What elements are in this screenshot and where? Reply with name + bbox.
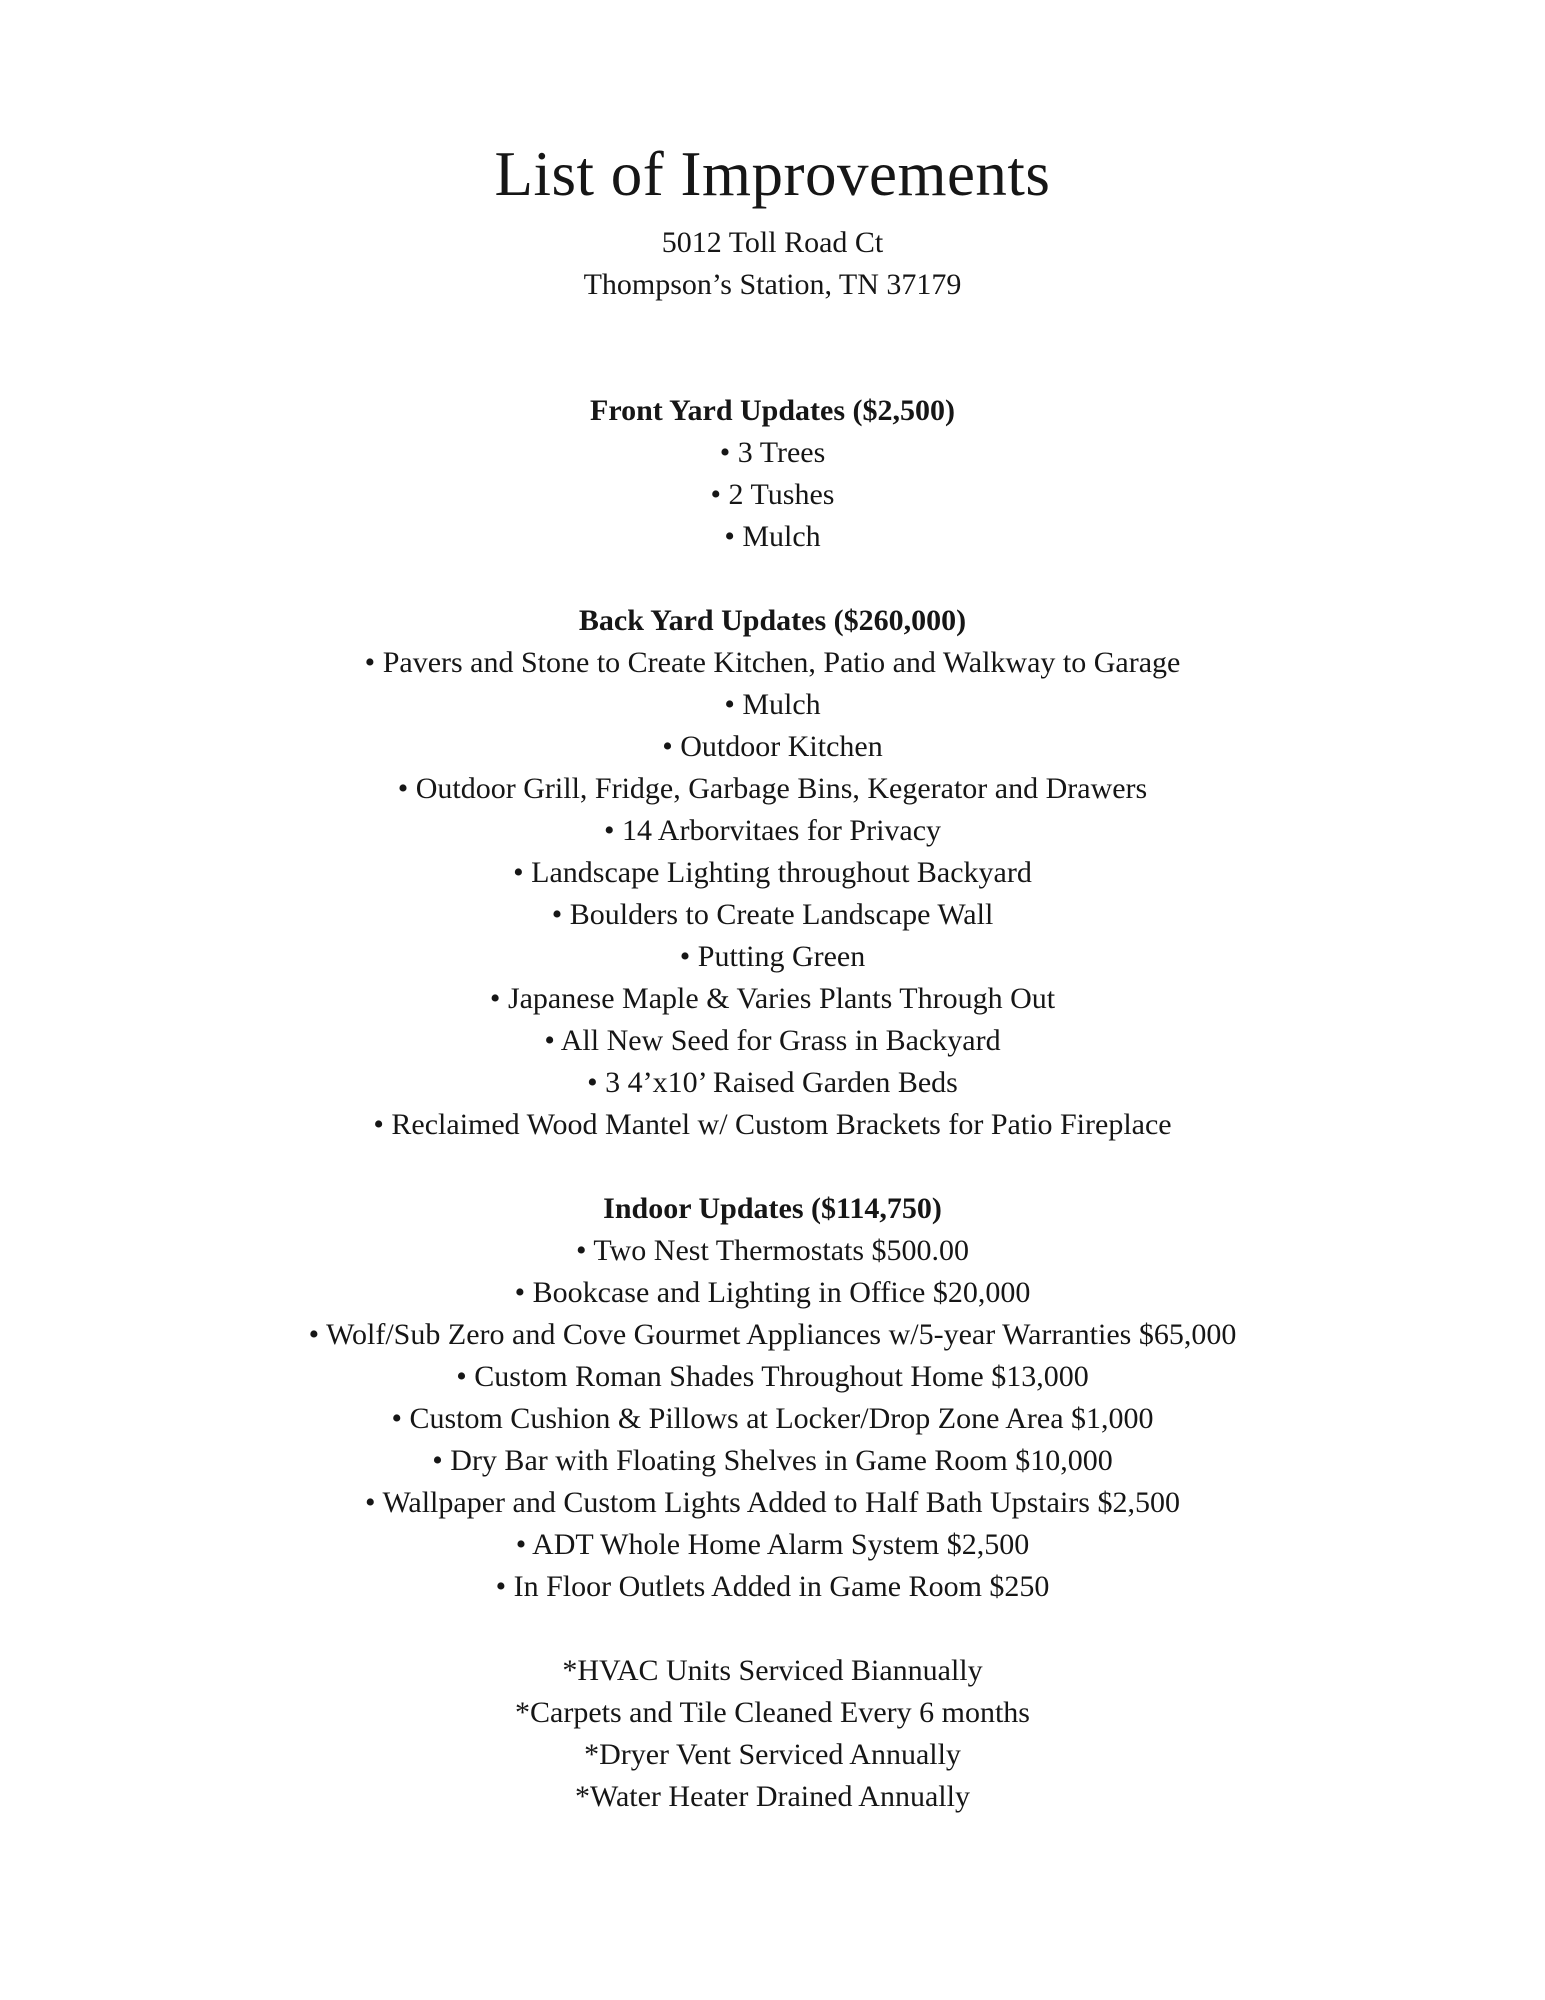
list-item-text: Bookcase and Lighting in Office $20,000 [532,1276,1031,1309]
page-title: List of Improvements [494,139,1051,209]
bullet-icon: • [544,1024,561,1057]
bullet-icon: • [575,1234,594,1267]
list-item-text: All New Seed for Grass in Backyard [560,1024,1001,1057]
note-line: *Dryer Vent Serviced Annually [584,1738,961,1771]
list-item-text: Boulders to Create Landscape Wall [569,898,994,931]
bullet-icon: • [373,1108,392,1141]
list-item-text: Reclaimed Wood Mantel w/ Custom Brackets for Patio Fireplace [391,1108,1172,1141]
bullet-icon: • [514,1276,533,1309]
section-front-yard-updates [0,390,1545,558]
list-item-text: Outdoor Kitchen [680,730,883,763]
bullet-icon: • [513,856,532,889]
list-item-text: Pavers and Stone to Create Kitchen, Patio and Walkway to Garage [382,646,1181,679]
section-heading: Indoor Updates ($114,750) [603,1192,942,1225]
list-item [0,1104,1545,1146]
bullet-icon: • [551,898,570,931]
list-item [0,516,1545,558]
list-item-text: 2 Tushes [728,478,835,511]
list-item-text: In Floor Outlets Added in Game Room $250 [513,1570,1050,1603]
note-line: *Water Heater Drained Annually [575,1780,970,1813]
list-item [0,978,1545,1020]
list-item [0,1524,1545,1566]
list-item [0,642,1545,684]
list-item-text: Japanese Maple & Varies Plants Through Out [507,982,1056,1015]
list-item-text: Putting Green [697,940,866,973]
list-item [0,726,1545,768]
bullet-icon: • [710,478,729,511]
list-item-text: Custom Roman Shades Throughout Home $13,000 [474,1360,1089,1393]
list-item [0,1314,1545,1356]
bullet-icon: • [515,1528,533,1561]
section-heading: Back Yard Updates ($260,000) [578,604,967,637]
list-item-text: Custom Cushion & Pillows at Locker/Drop Zone Area $1,000 [409,1402,1154,1435]
list-item-text: 3 Trees [737,436,826,469]
list-item [0,1230,1545,1272]
bullet-icon: • [365,1486,383,1519]
list-item-text: Two Nest Thermostats $500.00 [593,1234,970,1267]
section-indoor-updates [0,1188,1545,1608]
list-item [0,936,1545,978]
bullet-icon: • [432,1444,451,1477]
bullet-icon: • [724,520,743,553]
bullet-icon: • [587,1066,606,1099]
bullet-icon: • [603,814,622,847]
list-item [0,1272,1545,1314]
bullet-icon: • [662,730,681,763]
bullet-icon: • [679,940,698,973]
list-item [0,684,1545,726]
list-item-text: Wolf/Sub Zero and Cove Gourmet Appliances w/5-year Warranties $65,000 [326,1318,1237,1351]
list-item-text: Wallpaper and Custom Lights Added to Half Bath Upstairs $2,500 [382,1486,1180,1519]
list-item [0,768,1545,810]
bullet-icon: • [391,1402,410,1435]
note-line: *Carpets and Tile Cleaned Every 6 months [515,1696,1030,1729]
bullet-icon: • [456,1360,475,1393]
bullet-icon: • [724,688,743,721]
section-heading: Front Yard Updates ($2,500) [590,394,955,427]
list-item [0,1398,1545,1440]
section-back-yard-updates [0,600,1545,1146]
list-item-text: 14 Arborvitaes for Privacy [621,814,942,847]
notes-container [0,1650,1545,1818]
list-item-text: Dry Bar with Floating Shelves in Game Room $10,000 [450,1444,1113,1477]
list-item-text: ADT Whole Home Alarm System $2,500 [532,1528,1030,1561]
bullet-icon: • [364,646,383,679]
note-line: *HVAC Units Serviced Biannually [562,1654,983,1687]
list-item [0,1356,1545,1398]
list-item [0,1020,1545,1062]
sections-container [0,390,1545,1608]
list-item [0,1482,1545,1524]
list-item-text: 3 4’x10’ Raised Garden Beds [605,1066,958,1099]
list-item [0,474,1545,516]
list-item [0,1062,1545,1104]
bullet-icon: • [495,1570,514,1603]
bullet-icon: • [308,1318,327,1351]
address-line-1: 5012 Toll Road Ct [661,226,884,259]
bullet-icon: • [489,982,508,1015]
address-line-2: Thompson’s Station, TN 37179 [583,268,962,301]
list-item [0,1440,1545,1482]
list-item-text: Mulch [742,688,821,721]
list-item [0,1566,1545,1608]
list-item-text: Outdoor Grill, Fridge, Garbage Bins, Kegerator and Drawers [415,772,1148,805]
list-item [0,432,1545,474]
list-item-text: Mulch [742,520,821,553]
list-item [0,894,1545,936]
list-item [0,810,1545,852]
list-item [0,852,1545,894]
list-item-text: Landscape Lighting throughout Backyard [531,856,1032,889]
bullet-icon: • [397,772,416,805]
bullet-icon: • [719,436,738,469]
